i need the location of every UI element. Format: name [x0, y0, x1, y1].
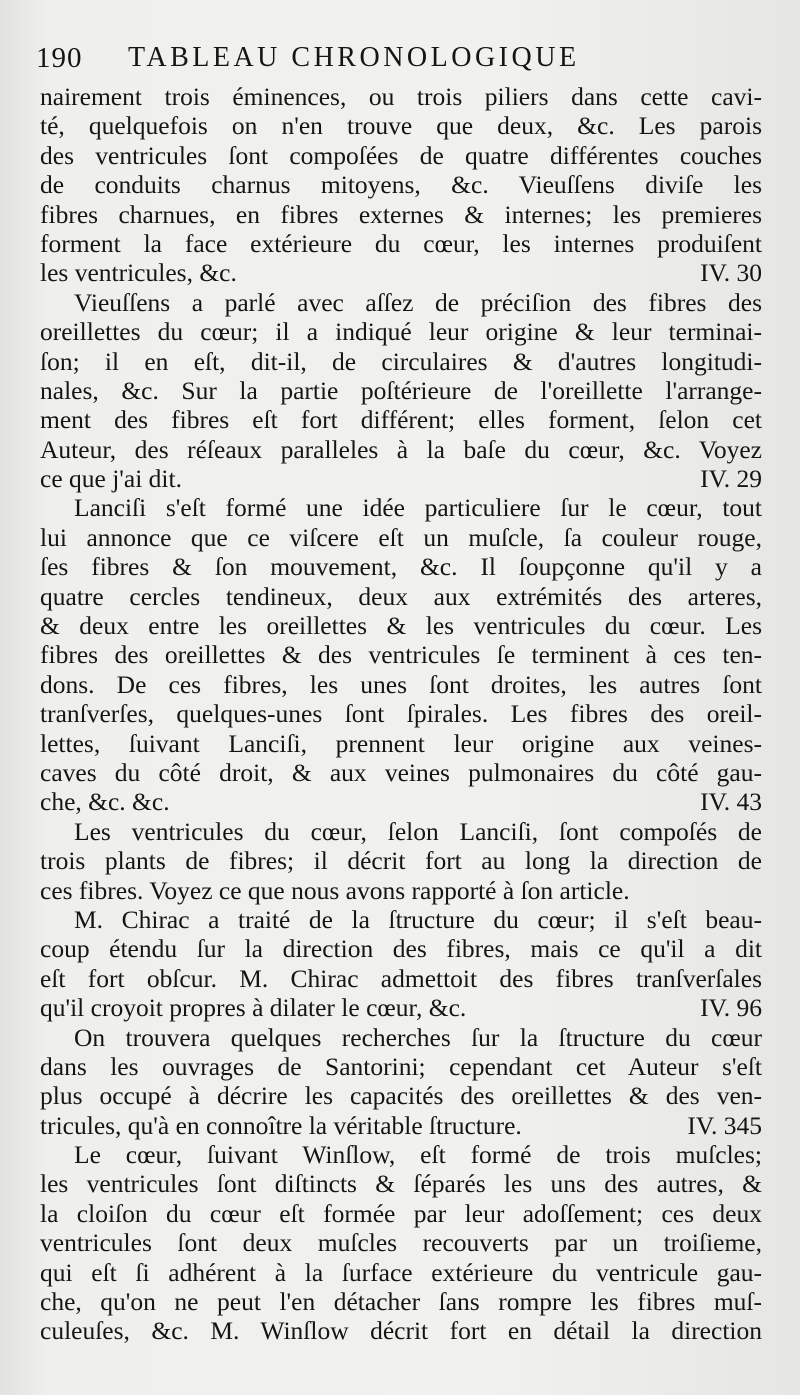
text-line: lui annonce que ce viſcere eſt un muſcle, ſa couleur rouge,: [40, 522, 762, 552]
text-line: qui eſt ſi adhérent à la ſurface extérieure du ventricule gau-: [40, 1257, 762, 1287]
text-line: Les ventricules du cœur, ſelon Lanciſi, ſont compoſés de: [74, 816, 762, 846]
text-line: caves du côté droit, & aux veines pulmonaires du côté gau-: [40, 757, 762, 787]
line-text: ce que j'ai dit.: [40, 464, 182, 494]
page-header: [36, 42, 766, 82]
text-line: dons. De ces fibres, les unes ſont droites, les autres ſont: [40, 669, 762, 699]
text-line: dans les ouvrages de Santorini; cependant cet Auteur s'eſt: [40, 1051, 762, 1081]
text-line: les ventricules ſont diſtincts & ſéparés les uns des autres, &: [40, 1169, 762, 1199]
text-line: de conduits charnus mitoyens, &c. Vieuſſens diviſe les: [40, 170, 762, 200]
text-line: Vieuſſens a parlé avec aſſez de préciſion des fibres des: [74, 287, 762, 317]
volume-reference: IV. 43: [700, 787, 762, 817]
line-text: tricules, qu'à en connoître la véritable ſtructure.: [40, 1110, 522, 1140]
text-line: [40, 993, 762, 1022]
text-line: quatre cercles tendineux, deux aux extrémités des arteres,: [40, 581, 762, 611]
body-text: [40, 82, 762, 1346]
text-line: fibres des oreillettes & des ventricules ſe terminent à ces ten-: [40, 640, 762, 670]
text-line: plus occupé à décrire les capacités des oreillettes & des ven-: [40, 1081, 762, 1111]
text-line: trois plants de fibres; il décrit fort au long la direction de: [40, 846, 762, 876]
line-text: che, &c. &c.: [40, 787, 170, 817]
text-line: fibres charnues, en fibres externes & internes; les premieres: [40, 199, 762, 229]
text-line: ment des fibres eſt fort différent; elles forment, ſelon cet: [40, 405, 762, 435]
running-head: TABLEAU CHRONOLOGIQUE: [128, 42, 580, 73]
text-line: [40, 464, 762, 493]
volume-reference: IV. 29: [700, 464, 762, 494]
text-line: culeuſes, &c. M. Winſlow décrit fort en détail la direction: [40, 1316, 762, 1346]
text-line: che, qu'on ne peut l'en détacher ſans rompre les fibres muſ-: [40, 1287, 762, 1317]
text-line: & deux entre les oreillettes & les ventricules du cœur. Les: [40, 611, 762, 641]
text-line: [40, 258, 762, 287]
text-line: Lanciſi s'eſt formé une idée particuliere ſur le cœur, tout: [74, 493, 762, 523]
text-line: nairement trois éminences, ou trois piliers dans cette cavi-: [40, 82, 762, 111]
text-line: té, quelquefois on n'en trouve que deux, &c. Les parois: [40, 111, 762, 141]
text-line: ſes fibres & ſon mouvement, &c. Il ſoupçonne qu'il y a: [40, 552, 762, 582]
volume-reference: IV. 30: [700, 258, 762, 288]
text-line: lettes, ſuivant Lanciſi, prennent leur origine aux veines-: [40, 728, 762, 758]
text-line: ventricules ſont deux muſcles recouverts par un troiſieme,: [40, 1228, 762, 1258]
text-line: oreillettes du cœur; il a indiqué leur origine & leur terminai-: [40, 317, 762, 347]
text-line: [40, 1111, 762, 1140]
text-line: [40, 787, 762, 816]
text-line: On trouvera quelques recherches ſur la ſtructure du cœur: [74, 1022, 762, 1052]
text-line: des ventricules ſont compoſées de quatre différentes couches: [40, 140, 762, 170]
text-line: Le cœur, ſuivant Winſlow, eſt formé de trois muſcles;: [74, 1140, 762, 1170]
text-line: Auteur, des réſeaux paralleles à la baſe du cœur, &c. Voyez: [40, 434, 762, 464]
text-line: coup étendu ſur la direction des fibres, mais ce qu'il a dit: [40, 934, 762, 964]
volume-reference: IV. 345: [687, 1110, 762, 1140]
line-text: les ventricules, &c.: [40, 258, 237, 288]
text-line: M. Chirac a traité de la ſtructure du cœur; il s'eſt beau-: [74, 904, 762, 934]
text-line: tranſverſes, quelques-unes ſont ſpirales. Les fibres des oreil-: [40, 699, 762, 729]
volume-reference: IV. 96: [700, 993, 762, 1023]
page-number: 190: [36, 42, 83, 74]
text-line: forment la face extérieure du cœur, les internes produiſent: [40, 228, 762, 258]
text-line: ſon; il en eſt, dit-il, de circulaires & d'autres longitudi-: [40, 346, 762, 376]
text-line: la cloiſon du cœur eſt formée par leur adoſſement; ces deux: [40, 1198, 762, 1228]
line-text: qu'il croyoit propres à dilater le cœur, &c.: [40, 993, 467, 1023]
text-line: eſt fort obſcur. M. Chirac admettoit des fibres tranſverſales: [40, 963, 762, 993]
text-line: ces fibres. Voyez ce que nous avons rapporté à ſon article.: [40, 875, 630, 905]
text-line: nales, &c. Sur la partie poſtérieure de l'oreillette l'arrange-: [40, 375, 762, 405]
